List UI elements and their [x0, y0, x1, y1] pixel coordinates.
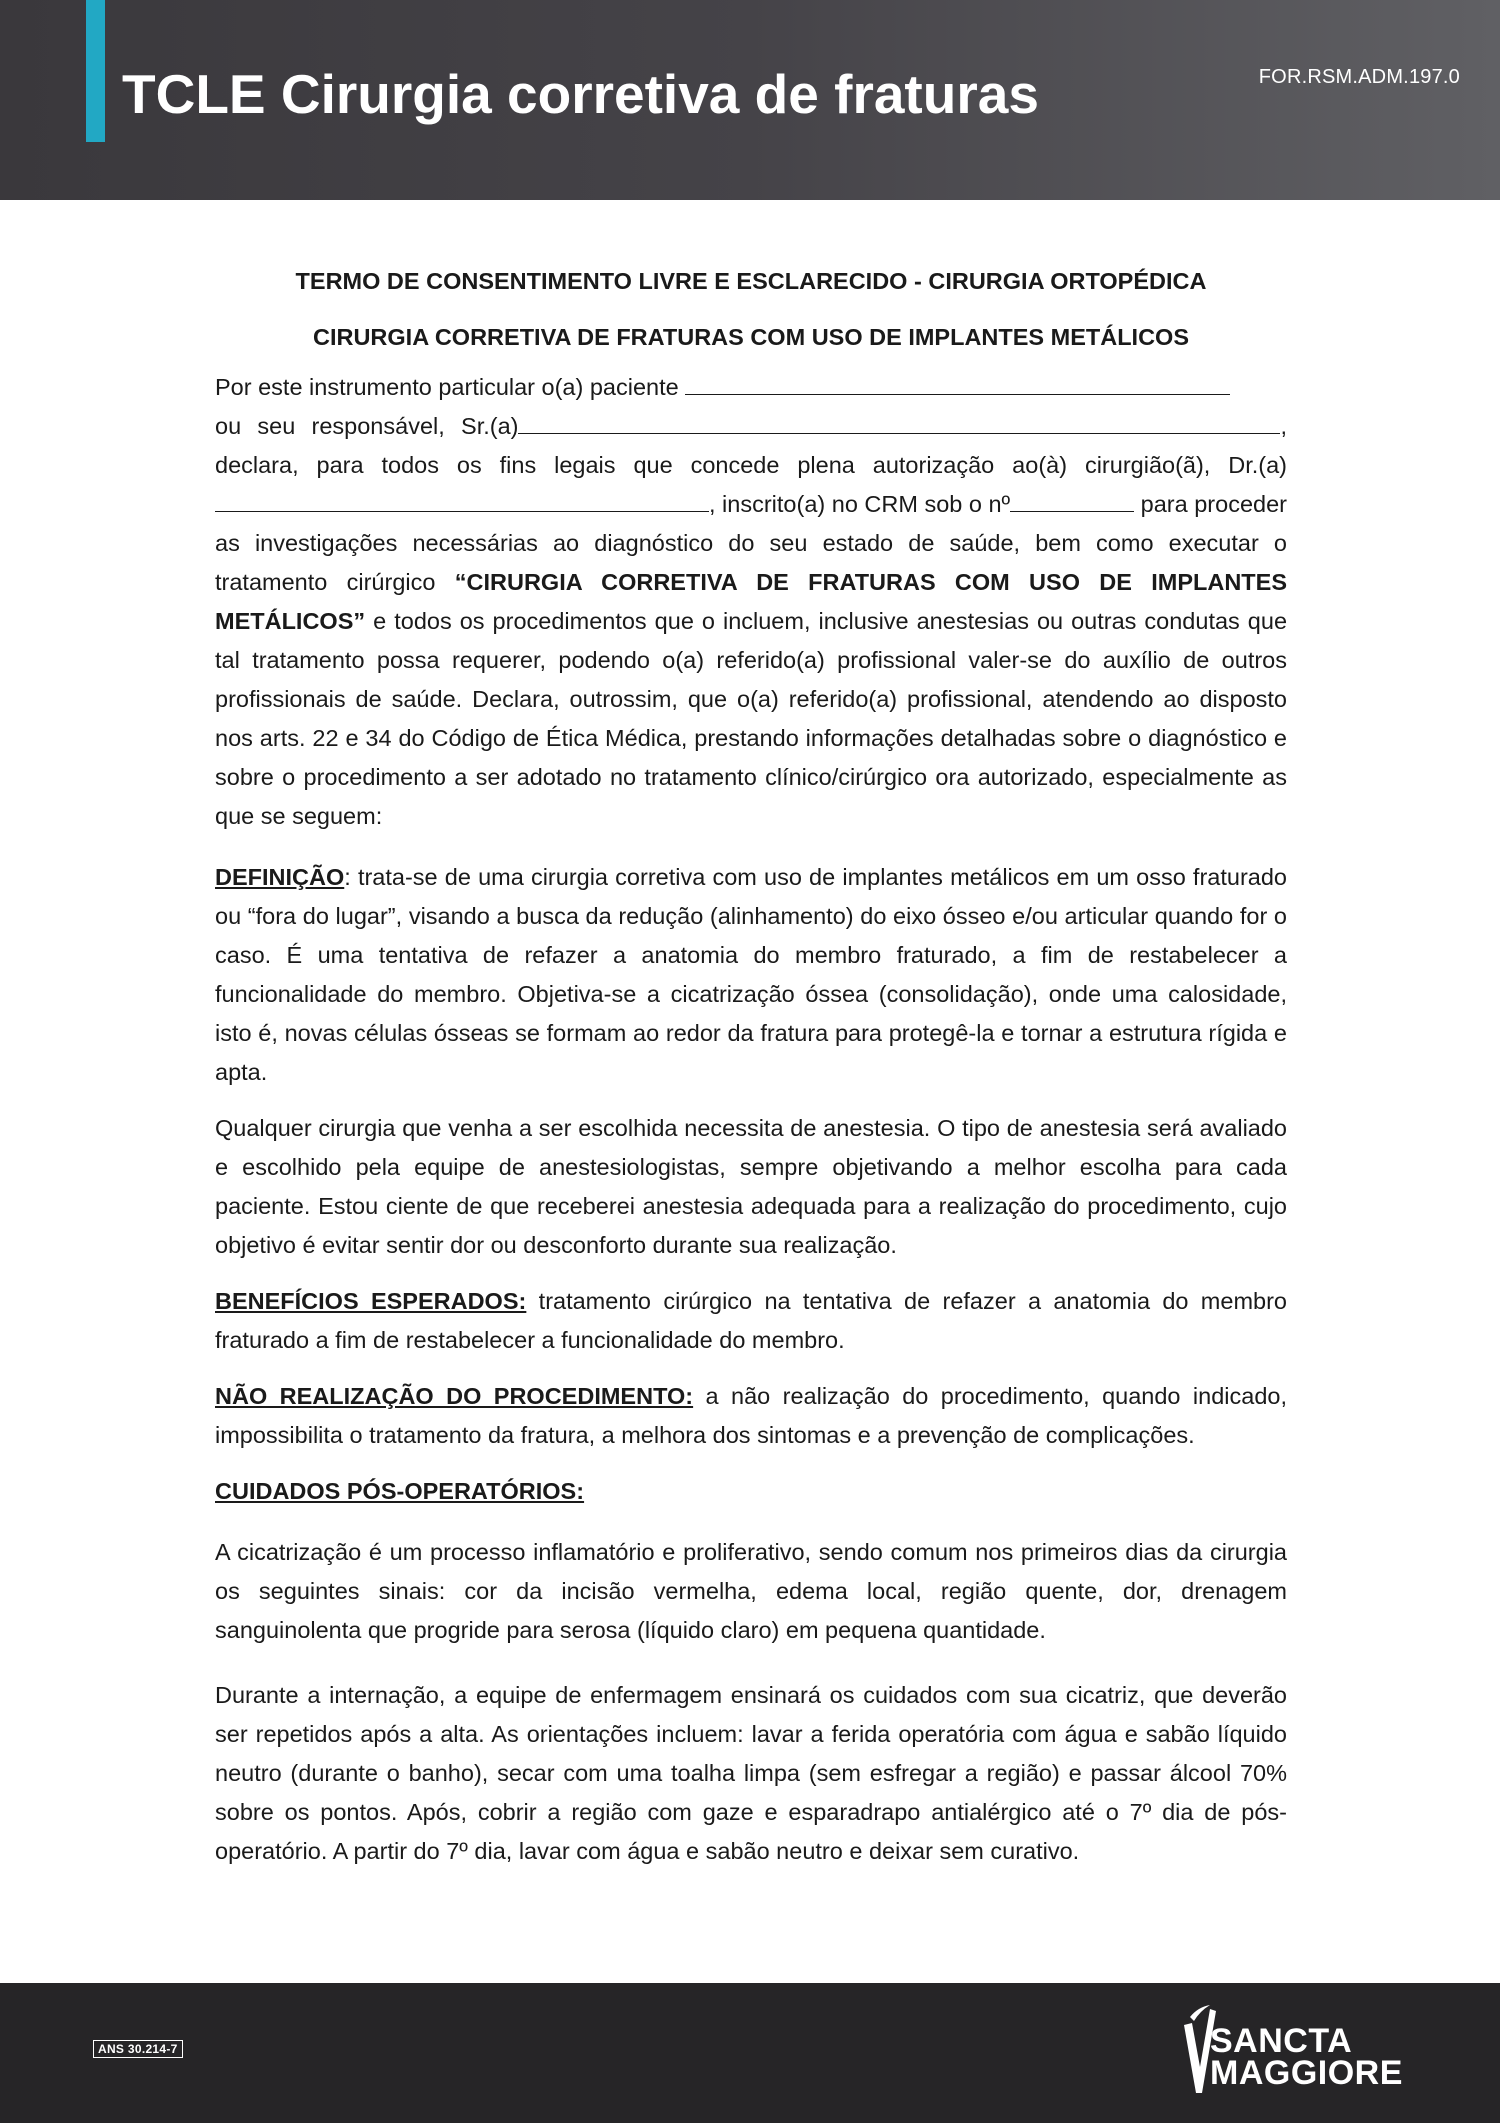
postop-care-heading: CUIDADOS PÓS-OPERATÓRIOS: [215, 1478, 585, 1504]
ans-registration-badge: ANS 30.214-7 [93, 2040, 183, 2058]
logo-line-1: SANCTA [1210, 2022, 1353, 2060]
benefits-paragraph [215, 1282, 1287, 1360]
crm-number-field[interactable] [1010, 489, 1134, 512]
header-accent-bar [86, 0, 105, 142]
non-execution-paragraph [215, 1377, 1287, 1455]
non-execution-label: NÃO REALIZAÇÃO DO PROCEDIMENTO: [215, 1383, 694, 1409]
patient-name-field[interactable] [685, 372, 1230, 395]
document-code: FOR.RSM.ADM.197.0 [1258, 66, 1460, 88]
sancta-maggiore-logo [1180, 2003, 1440, 2103]
responsible-name-field[interactable] [518, 411, 1280, 434]
definition-label: DEFINIÇÃO [215, 864, 345, 890]
intro-text-2: ou seu responsável, Sr.(a) [215, 413, 519, 439]
wound-care-paragraph: Durante a internação, a equipe de enfermagem ensinará os cuidados com sua cicatriz, que deverão ser repetidos após a alta. As orientações incluem: lavar a ferida operatória com água e sabão líquido neutro (durante o banho), secar com uma toalha limpa (sem esfregar a região) e passar álcool 70% sobre os pontos. Após, cobrir a região com gaze e esparadrapo antialérgico até o 7º dia de pós-operatório. A partir do 7º dia, lavar com água e sabão neutro e deixar sem curativo. [215, 1682, 1287, 1864]
document-body [215, 262, 1287, 1888]
procedure-name: “CIRURGIA CORRETIVA DE FRATURAS COM USO DE IMPLANTES METÁLICOS” [215, 569, 1287, 634]
intro-comma: , [1280, 413, 1287, 439]
heading-term: TERMO DE CONSENTIMENTO LIVRE E ESCLARECIDO - CIRURGIA ORTOPÉDICA [295, 268, 1207, 294]
intro-paragraph [215, 368, 1287, 836]
heading-procedure: CIRURGIA CORRETIVA DE FRATURAS COM USO DE IMPLANTES METÁLICOS [312, 324, 1190, 350]
non-execution-text: a não realização do procedimento, quando indicado, impossibilita o tratamento da fratura, a melhora dos sintomas e a prevenção de complicações. [215, 1383, 1287, 1448]
intro-text-5: para proceder as investigações necessárias ao diagnóstico do seu estado de saúde, bem como executar o tratamento cirúrgico [215, 491, 1287, 595]
intro-text-3: declara, para todos os fins legais que concede plena autorização ao(à) cirurgião(ã), Dr.(a) [215, 452, 1287, 478]
intro-text-4: , inscrito(a) no CRM sob o nº [709, 491, 1011, 517]
definition-paragraph [215, 858, 1287, 1092]
document-title: TCLE Cirurgia corretiva de fraturas [122, 63, 1039, 125]
intro-text-1: Por este instrumento particular o(a) paciente [215, 374, 679, 400]
benefits-label: BENEFÍCIOS ESPERADOS: [215, 1288, 527, 1314]
definition-text: : trata-se de uma cirurgia corretiva com uso de implantes metálicos em um osso fraturado ou “fora do lugar”, visando a busca da redução (alinhamento) do eixo ósseo e/ou articular quando for o caso. É uma tentativa de refazer a anatomia do membro fraturado, a fim de restabelecer a funcionalidade do membro. Objetiva-se a cicatrização óssea (consolidação), onde uma calosidade, isto é, novas células ósseas se formam ao redor da fratura para protegê-la e tornar a estrutura rígida e apta. [215, 864, 1287, 1085]
benefits-text: tratamento cirúrgico na tentativa de refazer a anatomia do membro fraturado a fim de restabelecer a funcionalidade do membro. [215, 1288, 1287, 1353]
page-header [0, 0, 1500, 200]
page-footer [0, 1983, 1500, 2123]
surgeon-name-field[interactable] [215, 489, 709, 512]
logo-wordmark [1210, 2022, 1403, 2092]
intro-text-6: e todos os procedimentos que o incluem, inclusive anestesias ou outras condutas que tal tratamento possa requerer, podendo o(a) referido(a) profissional valer-se do auxílio de outros profissionais de saúde. Declara, outrossim, que o(a) referido(a) profissional, atendendo ao disposto nos arts. 22 e 34 do Código de Ética Médica, prestando informações detalhadas sobre o diagnóstico e sobre o procedimento a ser adotado no tratamento clínico/cirúrgico ora autorizado, especialmente as que se seguem: [215, 608, 1288, 829]
healing-paragraph: A cicatrização é um processo inflamatório e proliferativo, sendo comum nos primeiros dias da cirurgia os seguintes sinais: cor da incisão vermelha, edema local, região quente, dor, drenagem sanguinolenta que progride para serosa (líquido claro) em pequena quantidade. [215, 1539, 1287, 1643]
logo-line-2: MAGGIORE [1210, 2054, 1403, 2092]
anesthesia-paragraph: Qualquer cirurgia que venha a ser escolhida necessita de anestesia. O tipo de anestesia será avaliado e escolhido pela equipe de anestesiologistas, sempre objetivando a melhor escolha para cada paciente. Estou ciente de que receberei anestesia adequada para a realização do procedimento, cujo objetivo é evitar sentir dor ou desconforto durante sua realização. [215, 1115, 1287, 1258]
